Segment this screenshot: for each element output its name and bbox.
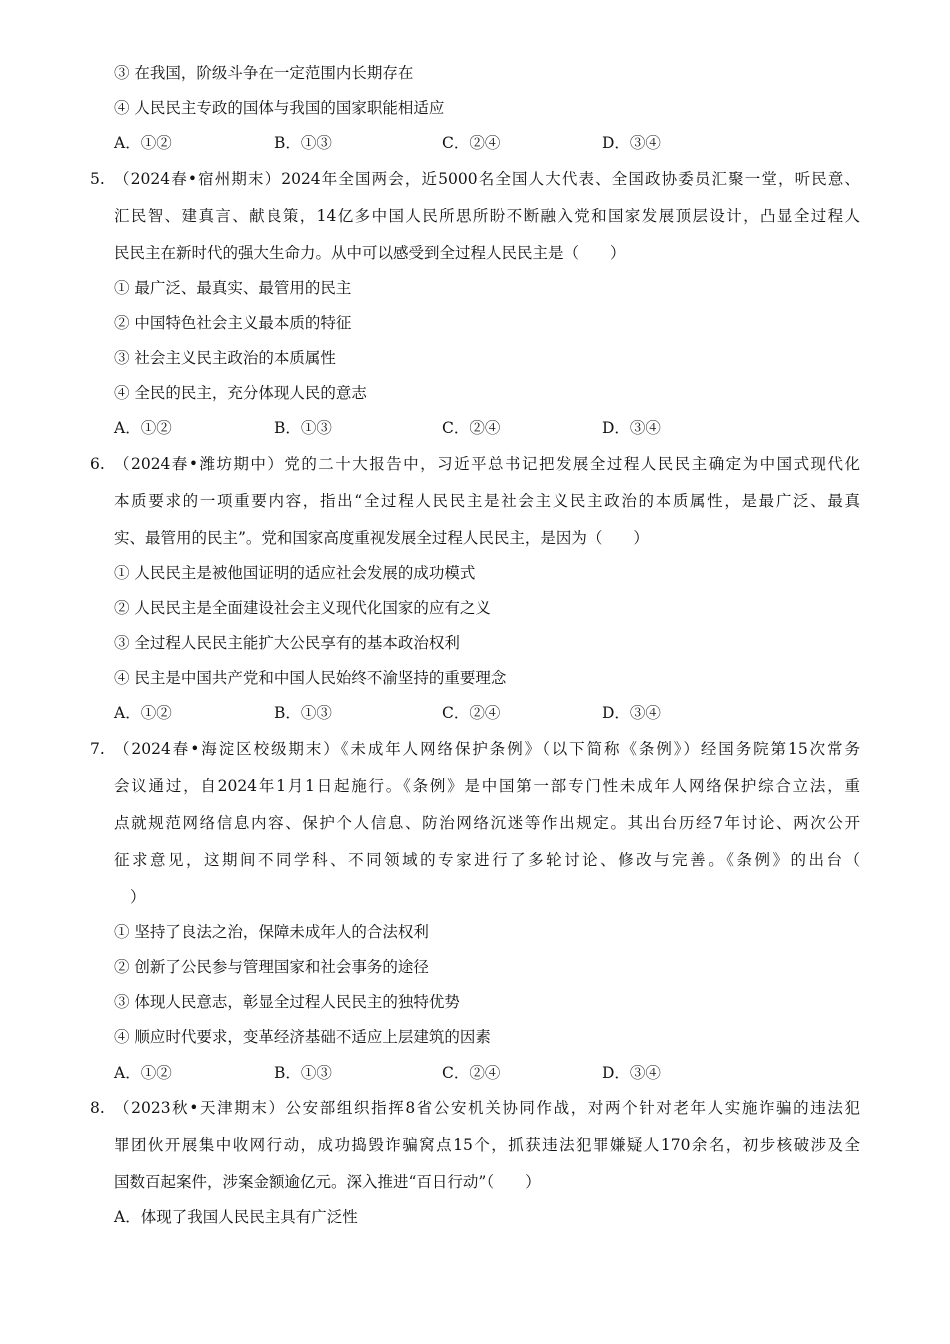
q7-statement-4: ④ 顺应时代要求，变革经济基础不适应上层建筑的因素 xyxy=(114,1028,491,1046)
q5-statement-4: ④ 全民的民主，充分体现人民的意志 xyxy=(114,384,367,402)
q6-choice-d[interactable]: D．③④ xyxy=(602,704,661,722)
q6-number: 6. xyxy=(90,455,105,473)
q4-statement-4: ④ 人民民主专政的国体与我国的国家职能相适应 xyxy=(114,99,445,117)
q7-choice-c[interactable]: C．②④ xyxy=(442,1064,501,1082)
q6-stem-line-3: 实、最管用的民主”。党和国家高度重视发展全过程人民民主，是因为（ ） xyxy=(114,529,649,547)
q5-choice-d[interactable]: D．③④ xyxy=(602,419,661,437)
q7-stem-line-1: （2024春•海淀区校级期末）《未成年人网络保护条例》（以下简称《条例》）经国务院第15次常务 xyxy=(114,740,860,758)
q4-choice-c[interactable]: C．②④ xyxy=(442,134,501,152)
q7-stem-line-4: 征求意见，这期间不同学科、不同领域的专家进行了多轮讨论、修改与完善。《条例》的出台（ xyxy=(114,851,860,869)
q4-choice-d[interactable]: D．③④ xyxy=(602,134,661,152)
q6-statement-4: ④ 民主是中国共产党和中国人民始终不渝坚持的重要理念 xyxy=(114,669,507,687)
q8-number: 8. xyxy=(90,1099,105,1117)
q4-statement-3: ③ 在我国，阶级斗争在一定范围内长期存在 xyxy=(114,64,414,82)
q7-statement-2: ② 创新了公民参与管理国家和社会事务的途径 xyxy=(114,958,429,976)
q8-stem-line-2: 罪团伙开展集中收网行动，成功捣毁诈骗窝点15个，抓获违法犯罪嫌疑人170余名，初步核破涉及全 xyxy=(114,1136,860,1154)
q7-choice-a[interactable]: A．①② xyxy=(114,1064,172,1082)
q7-choice-d[interactable]: D．③④ xyxy=(602,1064,661,1082)
q7-stem-line-2: 会议通过，自2024年1月1日起施行。《条例》是中国第一部专门性未成年人网络保护综合立法，重 xyxy=(114,777,860,795)
q5-choice-b[interactable]: B．①③ xyxy=(274,419,332,437)
q5-statement-2: ② 中国特色社会主义最本质的特征 xyxy=(114,314,352,332)
q5-number: 5. xyxy=(90,170,105,188)
q6-stem-line-2: 本质要求的一项重要内容，指出“全过程人民民主是社会主义民主政治的本质属性，是最广泛、最真 xyxy=(114,492,860,510)
q6-statement-3: ③ 全过程人民民主能扩大公民享有的基本政治权利 xyxy=(114,634,460,652)
q8-choice-a[interactable]: A．体现了我国人民民主具有广泛性 xyxy=(114,1208,358,1226)
q7-choice-b[interactable]: B．①③ xyxy=(274,1064,332,1082)
q5-stem-line-2: 汇民智、建真言、献良策，14亿多中国人民所思所盼不断融入党和国家发展顶层设计，凸显全过程人 xyxy=(114,207,860,225)
q5-choice-c[interactable]: C．②④ xyxy=(442,419,501,437)
q7-statement-3: ③ 体现人民意志，彰显全过程人民民主的独特优势 xyxy=(114,993,460,1011)
q8-stem-line-3: 国数百起案件，涉案金额逾亿元。深入推进“百日行动”（ ） xyxy=(114,1173,541,1191)
q7-stem-line-5: ） xyxy=(130,888,146,906)
q6-choice-c[interactable]: C．②④ xyxy=(442,704,501,722)
q4-choice-b[interactable]: B．①③ xyxy=(274,134,332,152)
q7-stem-line-3: 点就规范网络信息内容、保护个人信息、防治网络沉迷等作出规定。其出台历经7年讨论、两次公开 xyxy=(114,814,860,832)
q5-choice-a[interactable]: A．①② xyxy=(114,419,172,437)
q4-choice-a[interactable]: A．①② xyxy=(114,134,172,152)
q6-choice-a[interactable]: A．①② xyxy=(114,704,172,722)
q5-statement-1: ① 最广泛、最真实、最管用的民主 xyxy=(114,279,352,297)
q7-number: 7. xyxy=(90,740,105,758)
q6-choice-b[interactable]: B．①③ xyxy=(274,704,332,722)
q7-statement-1: ① 坚持了良法之治，保障未成年人的合法权利 xyxy=(114,923,429,941)
q6-stem-line-1: （2024春•潍坊期中）党的二十大报告中，习近平总书记把发展全过程人民民主确定为中国式现代化 xyxy=(114,455,860,473)
q5-stem-line-3: 民民主在新时代的强大生命力。从中可以感受到全过程人民民主是（ ） xyxy=(114,244,626,262)
q8-stem-line-1: （2023秋•天津期末）公安部组织指挥8省公安机关协同作战，对两个针对老年人实施诈骗的违法犯 xyxy=(114,1099,860,1117)
q5-stem-line-1: （2024春•宿州期末）2024年全国两会，近5000名全国人大代表、全国政协委员汇聚一堂，听民意、 xyxy=(114,170,860,188)
q6-statement-2: ② 人民民主是全面建设社会主义现代化国家的应有之义 xyxy=(114,599,491,617)
q6-statement-1: ① 人民民主是被他国证明的适应社会发展的成功模式 xyxy=(114,564,476,582)
q5-statement-3: ③ 社会主义民主政治的本质属性 xyxy=(114,349,336,367)
